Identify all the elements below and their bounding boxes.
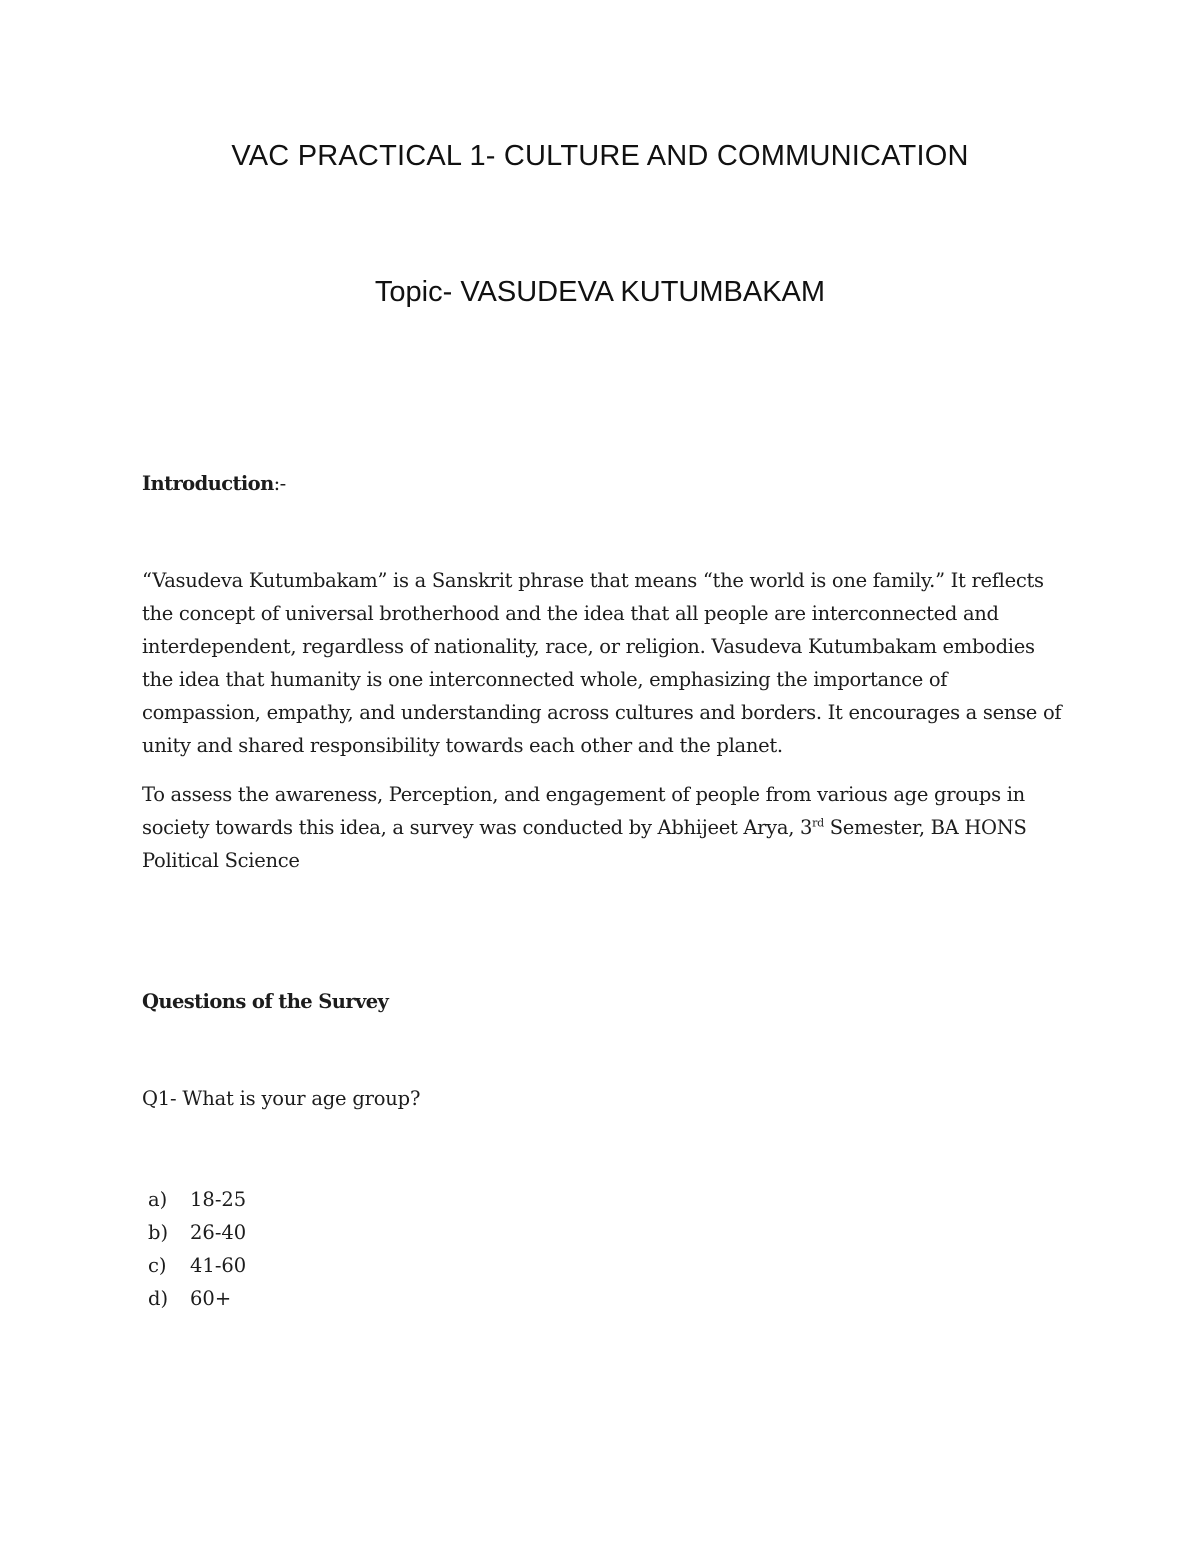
option-c [142,1249,246,1282]
question-1-options [142,1183,246,1315]
introduction-paragraph-1: “Vasudeva Kutumbakam” is a Sanskrit phrase that means “the world is one family.” It reflects the concept of universal brotherhood and the idea that all people are interconnected and interdependent, regardless of nationality, race, or religion. Vasudeva Kutumbakam embodies the idea that humanity is one interconnected whole, emphasizing the importance of compassion, empathy, and understanding across cultures and borders. It encourages a sense of unity and shared responsibility towards each other and the planet. [142,569,1062,757]
introduction-heading [142,472,286,495]
option-d [142,1282,246,1315]
introduction-heading-suffix: :- [273,472,286,495]
option-a [142,1183,246,1216]
introduction-heading-text: Introduction [142,472,274,495]
document-topic: Topic- VASUDEVA KUTUMBAKAM [374,276,826,308]
option-letter: b) [148,1221,169,1244]
option-text: 18-25 [190,1188,247,1211]
option-b [142,1216,246,1249]
paragraph-2-text-end: Semester, BA HONS Political Science [142,816,1027,872]
survey-heading: Questions of the Survey [142,990,389,1013]
paragraph-2-text-start: To assess the awareness, Perception, and engagement of people from various age groups in society towards this idea, a survey was conducted by Abhijeet Arya, 3 [142,783,1025,839]
question-1: Q1- What is your age group? [142,1087,421,1110]
option-text: 60+ [190,1287,232,1310]
document-title: VAC PRACTICAL 1- CULTURE AND COMMUNICATION [231,140,969,172]
ordinal-superscript: rd [812,816,824,830]
option-letter: a) [148,1188,168,1211]
option-letter: d) [148,1287,169,1310]
introduction-paragraph-2 [142,778,1067,877]
option-text: 26-40 [190,1221,247,1244]
option-text: 41-60 [190,1254,247,1277]
option-letter: c) [148,1254,167,1277]
